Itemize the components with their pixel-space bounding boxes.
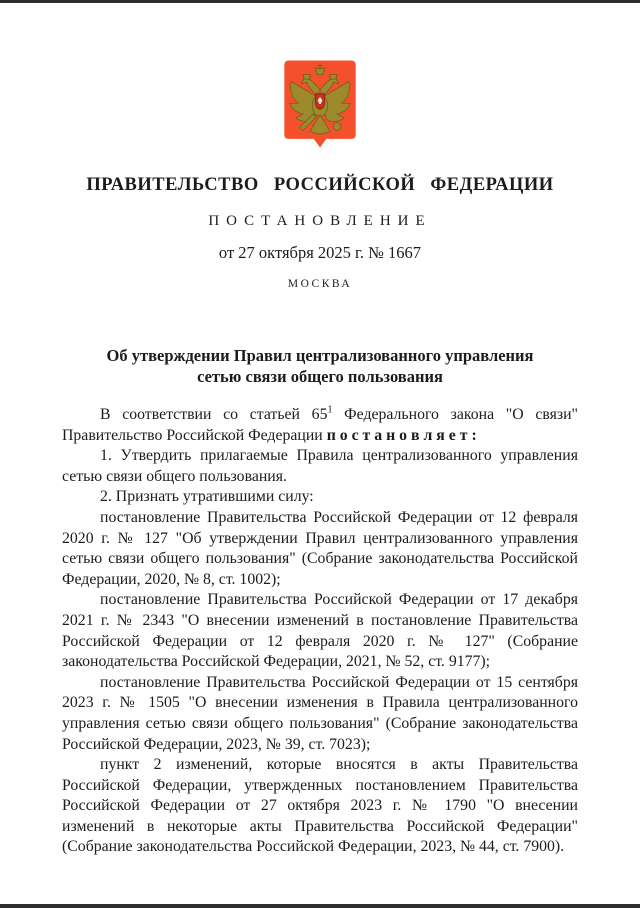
- authority-heading: ПРАВИТЕЛЬСТВО РОССИЙСКОЙ ФЕДЕРАЦИИ: [86, 175, 554, 195]
- body-paragraph-4: постановление Правительства Российской Федерации от 17 декабря 2021 г. № 2343 "О внесении изменений в постановление Правительства Российской Федерации от 12 февраля 2020 г. № 127" (Собрание законодательства Российской Федерации, 2021, № 52, ст. 9177);: [62, 591, 578, 671]
- document-title: [0, 345, 640, 387]
- decree-word: п о с т а н о в л я е т :: [326, 426, 477, 444]
- russia-coat-of-arms-icon: [0, 3, 640, 154]
- body-paragraph-6: пункт 2 изменений, которые вносятся в акты Правительства Российской Федерации, утвержденных постановлением Правительства Российской Федерации от 27 октября 2023 г. № 1790 "О внесении изменений в некоторые акты Правительства Российской Федерации" (Собрание законодательства Российской Федерации, 2023, № 44, ст. 7900).: [62, 756, 578, 856]
- intro-text-after-superscript: Федерального закона "О связи" Правительство Российской Федерации: [62, 406, 578, 444]
- document-type-heading: ПОСТАНОВЛЕНИЕ: [208, 213, 432, 229]
- document-body: [62, 405, 578, 858]
- body-paragraph-5: постановление Правительства Российской Федерации от 15 сентября 2023 г. № 1505 "О внесении изменения в Правила централизованного управления сетью связи общего пользования" (Собрание законодательства Российской Федерации, 2023, № 39, ст. 7023);: [62, 673, 578, 753]
- body-paragraph-1: 1. Утвердить прилагаемые Правила централизованного управления сетью связи общего пользования.: [62, 447, 578, 485]
- date-number-line: от 27 октября 2025 г. № 1667: [218, 243, 422, 262]
- intro-paragraph: [62, 405, 578, 446]
- intro-text-before-superscript: В соответствии со статьей 65: [100, 406, 328, 423]
- document-title-line1: Об утверждении Правил централизованного управления: [106, 346, 534, 365]
- footnote-superscript: 1: [327, 404, 333, 416]
- document-title-line2: сетью связи общего пользования: [197, 367, 443, 386]
- city-line: МОСКВА: [287, 278, 353, 290]
- body-paragraph-3: постановление Правительства Российской Федерации от 12 февраля 2020 г. № 127 "Об утверждении Правил централизованного управления сетью связи общего пользования" (Собрание законодательства Российской Федерации, 2020, № 8, ст. 1002);: [62, 508, 578, 588]
- body-paragraph-2: 2. Признать утратившими силу:: [100, 488, 314, 506]
